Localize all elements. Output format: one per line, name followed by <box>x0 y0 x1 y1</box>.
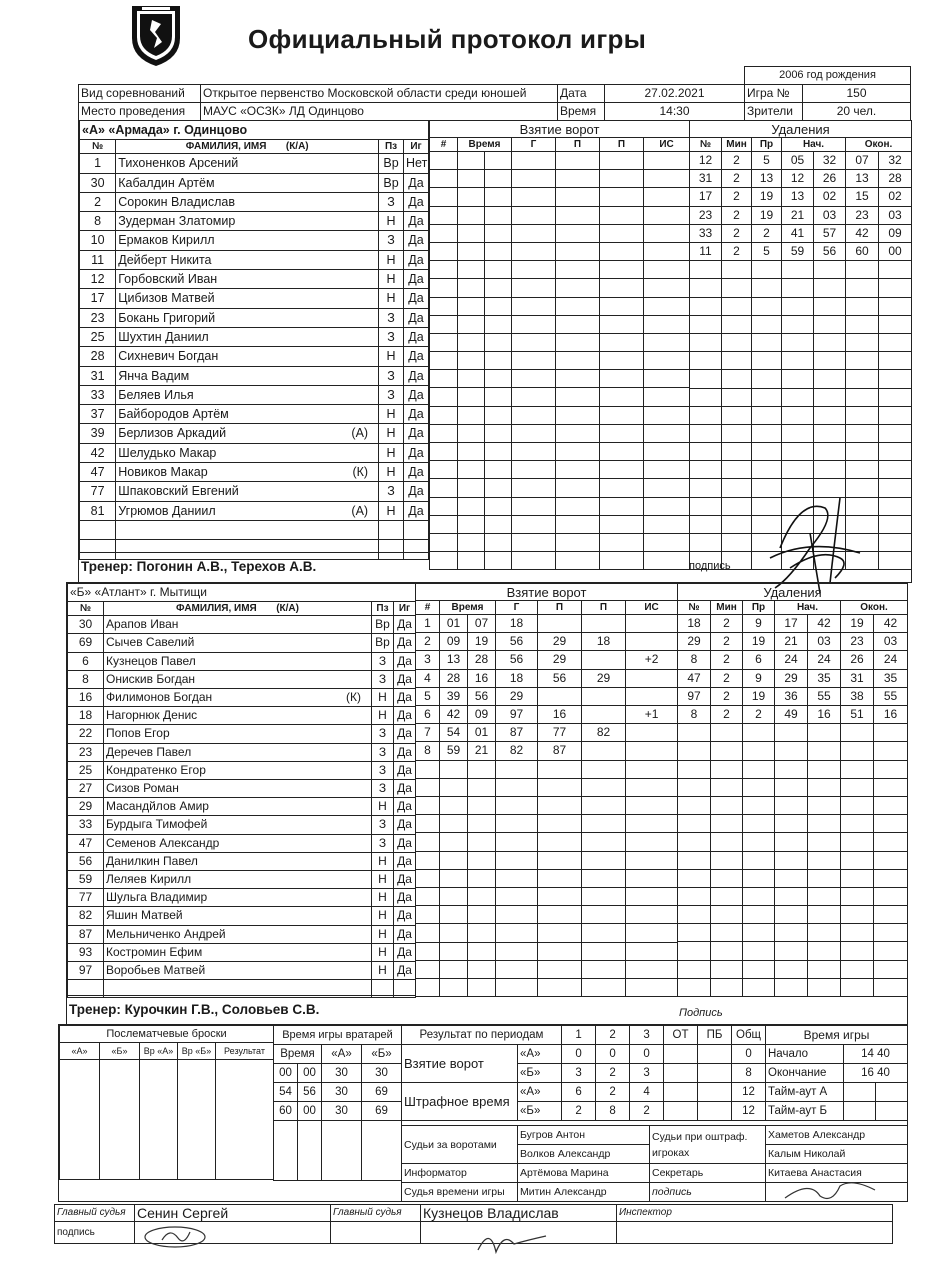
birth-year: 2006 год рождения <box>745 67 911 85</box>
table-row <box>678 942 908 960</box>
table-row: 33 2 2 41 57 42 09 <box>690 224 912 242</box>
player-name: Бокань Григорий <box>118 310 216 325</box>
table-row: 2 09 19 56 29 18 <box>416 633 678 651</box>
table-row: 77 Шпаковский Евгений З Да <box>80 482 429 501</box>
player-name: Шульга Владимир <box>106 890 208 905</box>
document-title: Официальный протокол игры <box>248 24 647 54</box>
player-name: Сихневич Богдан <box>118 349 219 364</box>
table-row <box>430 515 690 533</box>
game-time-title: Время игры <box>766 1026 908 1045</box>
team-b-sign-label: Подпись <box>679 1007 723 1019</box>
table-row <box>416 778 678 796</box>
player-name: Онискив Богдан <box>106 671 196 686</box>
table-row <box>430 406 690 424</box>
table-row: 77 Шульга Владимир Н Да <box>68 889 416 907</box>
role-badge: (К) <box>352 465 369 480</box>
team-a-coach: Тренер: Погонин А.В., Терехов А.В. <box>79 552 430 581</box>
table-row <box>690 279 912 297</box>
table-row: 25 Кондратенко Егор З Да <box>68 761 416 779</box>
goalie-time-title: Время игры вратарей <box>274 1026 402 1045</box>
game-info-table <box>78 66 911 121</box>
table-row <box>678 978 908 996</box>
player-name: Филимонов Богдан <box>106 690 213 705</box>
player-name: Яшин Матвей <box>106 908 183 923</box>
table-row: 59 Леляев Кирилл Н Да <box>68 871 416 889</box>
table-row: 54 56 30 69 <box>274 1083 402 1102</box>
table-row: 29 Масандйлов Амир Н Да <box>68 798 416 816</box>
table-row: 6 Кузнецов Павел З Да <box>68 652 416 670</box>
table-row <box>690 297 912 315</box>
table-row <box>430 206 690 224</box>
table-row: 12 2 5 05 32 07 32 <box>690 152 912 170</box>
table-row: 47 Семенов Александр З Да <box>68 834 416 852</box>
player-name: Угрюмов Даниил <box>118 503 216 518</box>
venue-label: Место проведения <box>79 103 201 121</box>
player-name: Цибизов Матвей <box>118 291 215 306</box>
team-b-coach: Тренер: Курочкин Г.В., Соловьев С.В. <box>67 995 416 1024</box>
shootout-col: Результат <box>216 1043 274 1060</box>
table-row: 30 Кабалдин Артём Вр Да <box>80 173 429 192</box>
player-name: Беляев Илья <box>118 387 194 402</box>
chief-referee-value: Сенин Сергей <box>135 1205 331 1222</box>
table-row <box>678 724 908 742</box>
table-row <box>416 942 678 960</box>
team-a-roster: «А» «Армада» г. Одинцово № ФАМИЛИЯ, ИМЯ (К/А) Пз Иг 1 Тихоненков Арсений Вр Нет 30 Кабалдин Артём Вр Да 2 Сорокин Владислав З Да 8 Зудерман Златомир Н Да 10 Ермаков Кирилл З Да 11 Дейберт Никита Н Да 12 Горбовский Иван Н Да 17 Цибизов Матвей Н Да 23 Бокань Григорий З Да 25 Шухтин Даниил З Да 28 Сихневич Богдан Н Да 31 Янча Вадим З Да 33 Беляев Илья З Да 37 Байбородов Артём Н Да 39 Берлизов Аркадий (А) Н Да 42 Шелудько Макар Н Да 47 Новиков Макар (К) Н Да 77 Шпаковский Евгений З Да 81 Угрюмов Даниил (А) Н Да <box>79 120 429 560</box>
table-row: 23 Бокань Григорий З Да <box>80 308 429 327</box>
player-name: Тихоненков Арсений <box>118 156 239 171</box>
table-row <box>430 170 690 188</box>
shootout-table <box>59 1025 274 1180</box>
start-time: 14 40 <box>844 1045 908 1064</box>
table-row: 47 Новиков Макар (К) Н Да <box>80 463 429 482</box>
table-row <box>430 152 690 170</box>
player-name: Нагорнюк Денис <box>106 708 198 723</box>
table-row: 18 2 9 17 42 19 42 <box>678 615 908 633</box>
player-name: Шелудько Макар <box>118 445 217 460</box>
team-b-roster: «Б» «Атлант» г. Мытищи № ФАМИЛИЯ, ИМЯ (К/А) Пз Иг 30 Арапов Иван Вр Да 69 Сычев Савелий Вр Да 6 Кузнецов Павел З Да 8 Онискив Богдан З Да 16 Филимонов Богдан (К) Н Да 18 Нагорнюк Денис Н Да 22 Попов Егор З Да 23 Деречев Павел З Да 25 Кондратенко Егор З Да 27 Сизов Роман З Да 29 Масандйлов Амир Н Да 33 Бурдыга Тимофей З Да 47 Семенов Александр З Да 56 Данилкин Павел Н Да 59 Леляев Кирилл Н Да 77 Шульга Владимир Н Да 82 Яшин Матвей Н Да 87 Мельниченко Андрей Н Да 93 Костромин Ефим Н Да 97 Воробьев Матвей Н Да <box>67 583 416 998</box>
table-row <box>430 552 690 570</box>
player-name: Ермаков Кирилл <box>118 233 215 248</box>
player-name: Горбовский Иван <box>118 272 218 287</box>
secretary-signature-icon <box>780 1176 880 1206</box>
table-row <box>416 887 678 905</box>
table-row: 17 2 19 13 02 15 02 <box>690 188 912 206</box>
player-name: Сизов Роман <box>106 781 179 796</box>
table-row <box>690 461 912 479</box>
table-row: 00 00 30 30 <box>274 1064 402 1083</box>
table-row: 8 2 6 24 24 26 24 <box>678 651 908 669</box>
officials-table: Судьи за воротами Бугров Антон Судьи при оштраф. игроках Хаметов Александр Волков Александр Калым Николай Информатор Артёмова Марина Секретарь Китаева Анастасия Судья времени игры Митин Александр подпись <box>401 1125 908 1202</box>
table-row: 69 Сычев Савелий Вр Да <box>68 634 416 652</box>
table-row <box>430 388 690 406</box>
table-row <box>690 443 912 461</box>
table-row <box>430 297 690 315</box>
table-row: 47 2 9 29 35 31 35 <box>678 669 908 687</box>
team-b-section <box>66 582 908 1026</box>
spectators-label: Зрители <box>745 103 803 121</box>
table-row: 97 Воробьев Матвей Н Да <box>68 962 416 980</box>
end-time: 16 40 <box>844 1064 908 1083</box>
table-row: 1 01 07 18 <box>416 615 678 633</box>
table-row: 2 Сорокин Владислав З Да <box>80 192 429 211</box>
table-row: 8 2 2 49 16 51 16 <box>678 706 908 724</box>
table-row <box>430 533 690 551</box>
table-row <box>416 978 678 996</box>
team-b-title: «Б» «Атлант» г. Мытищи <box>68 584 416 602</box>
team-a-penalties: Удаления № Мин Пр Нач. Окон. 12 2 5 05 32 07 32 31 2 13 12 26 13 28 17 2 19 13 02 15 02 23 2 19 21 03 23 03 33 2 2 41 57 42 09 11 2 5 59 56 60 00 <box>689 120 912 570</box>
referees-footer: Главный судья Сенин Сергей Главный судья Кузнецов Владислав Инспектор подпись <box>54 1204 893 1244</box>
table-row <box>690 352 912 370</box>
table-row: 87 Мельниченко Андрей Н Да <box>68 925 416 943</box>
shootout-col: «Б» <box>100 1043 140 1060</box>
player-name: Берлизов Аркадий <box>118 426 227 441</box>
time-label: Время <box>558 103 605 121</box>
table-row: 23 Деречев Павел З Да <box>68 743 416 761</box>
role-badge: (А) <box>351 503 369 518</box>
referee-signature-icon <box>140 1222 210 1252</box>
venue-value: МАУС «ОСЗК» ЛД Одинцово <box>201 103 558 121</box>
player-name: Сычев Савелий <box>106 635 195 650</box>
table-row <box>430 188 690 206</box>
table-row: 28 Сихневич Богдан Н Да <box>80 347 429 366</box>
table-row <box>690 388 912 406</box>
role-badge: (К) <box>346 690 361 705</box>
team-b-goals: Взятие ворот # Время Г П П ИС 1 01 07 18 2 09 19 56 29 18 3 13 28 56 29 +2 4 28 16 18 56 29 5 39 56 29 6 42 09 97 16 +1 7 54 01 87 77 82 8 59 21 82 87 <box>415 583 678 997</box>
table-row <box>416 960 678 978</box>
player-name: Попов Егор <box>106 726 170 741</box>
table-row: 60 00 30 69 <box>274 1102 402 1121</box>
table-row: 56 Данилкин Павел Н Да <box>68 852 416 870</box>
table-row <box>678 906 908 924</box>
table-row: 8 Онискив Богдан З Да <box>68 670 416 688</box>
player-name: Бурдыга Тимофей <box>106 817 208 832</box>
table-row: 11 Дейберт Никита Н Да <box>80 250 429 269</box>
table-row <box>678 869 908 887</box>
table-row: 27 Сизов Роман З Да <box>68 780 416 798</box>
table-row: 18 Нагорнюк Денис Н Да <box>68 707 416 725</box>
table-row: 81 Угрюмов Даниил (А) Н Да <box>80 501 429 520</box>
period-results-table: Результат по периодам 1 2 3 ОТ ПБ Общ Взятие ворот «А» 0 0 0 0 «Б» 3 2 3 8 Штрафное время «А» 6 2 4 12 «Б» 2 8 2 12 <box>401 1025 766 1121</box>
table-row <box>678 924 908 942</box>
table-row <box>416 797 678 815</box>
player-name: Деречев Павел <box>106 744 192 759</box>
table-row <box>430 370 690 388</box>
inspector-label: Инспектор <box>617 1205 893 1222</box>
goals-title: Взятие ворот <box>430 121 690 138</box>
player-name: Кондратенко Егор <box>106 762 206 777</box>
table-row <box>678 760 908 778</box>
table-row: 8 59 21 82 87 <box>416 742 678 760</box>
table-row <box>430 242 690 260</box>
player-name: Масандйлов Амир <box>106 799 209 814</box>
table-row: 17 Цибизов Матвей Н Да <box>80 289 429 308</box>
table-row <box>690 406 912 424</box>
player-name: Кузнецов Павел <box>106 653 196 668</box>
team-a-sign-label: подпись <box>689 560 731 572</box>
table-row <box>430 333 690 351</box>
player-name: Семенов Александр <box>106 835 220 850</box>
player-name: Новиков Макар <box>118 465 208 480</box>
table-row <box>690 370 912 388</box>
role-badge: (А) <box>351 426 369 441</box>
player-name: Данилкин Павел <box>106 853 198 868</box>
table-row <box>430 424 690 442</box>
game-number-value: 150 <box>803 85 911 103</box>
shootout-col: Вр «Б» <box>178 1043 216 1060</box>
table-row: 10 Ермаков Кирилл З Да <box>80 231 429 250</box>
table-row <box>430 443 690 461</box>
date-value: 27.02.2021 <box>605 85 745 103</box>
table-row <box>416 833 678 851</box>
goals-row-label: Взятие ворот <box>402 1045 518 1083</box>
table-row: 23 2 19 21 03 23 03 <box>690 206 912 224</box>
table-row: 37 Байбородов Артём Н Да <box>80 405 429 424</box>
spectators-value: 20 чел. <box>803 103 911 121</box>
player-name: Зудерман Златомир <box>118 214 236 229</box>
table-row <box>416 924 678 942</box>
competition-value: Открытое первенство Московской области среди юношей <box>201 85 558 103</box>
game-number-label: Игра № <box>745 85 803 103</box>
table-row <box>678 796 908 814</box>
table-row: 11 2 5 59 56 60 00 <box>690 243 912 261</box>
player-name: Арапов Иван <box>106 617 179 632</box>
player-name: Сорокин Владислав <box>118 194 235 209</box>
shootout-title: Послематчевые броски <box>60 1026 274 1043</box>
table-row: 4 28 16 18 56 29 <box>416 669 678 687</box>
chief-referee-2-value: Кузнецов Владислав <box>421 1205 617 1222</box>
table-row: 42 Шелудько Макар Н Да <box>80 443 429 462</box>
table-row <box>678 960 908 978</box>
team-b-penalties: Удаления № Мин Пр Нач. Окон. 18 2 9 17 42 19 42 29 2 19 21 03 23 03 8 2 6 24 24 26 24 47 2 9 29 35 31 35 97 2 19 36 55 38 55 8 2 2 49 16 51 16 <box>677 583 908 997</box>
player-name: Янча Вадим <box>118 368 190 383</box>
player-name: Леляев Кирилл <box>106 872 192 887</box>
shootout-col: Вр «А» <box>140 1043 178 1060</box>
table-row: 5 39 56 29 <box>416 687 678 705</box>
table-row <box>690 261 912 279</box>
table-row <box>430 224 690 242</box>
table-row: 25 Шухтин Даниил З Да <box>80 327 429 346</box>
player-name: Мельниченко Андрей <box>106 926 226 941</box>
table-row: 29 2 19 21 03 23 03 <box>678 633 908 651</box>
penalties-title: Удаления <box>690 121 912 138</box>
table-row <box>416 851 678 869</box>
table-row <box>678 742 908 760</box>
periods-title: Результат по периодам <box>402 1026 562 1045</box>
federation-logo-icon <box>128 2 184 68</box>
table-row <box>678 887 908 905</box>
table-row <box>430 315 690 333</box>
player-name: Дейберт Никита <box>118 252 212 267</box>
player-name: Байбородов Артём <box>118 407 229 422</box>
time-value: 14:30 <box>605 103 745 121</box>
player-name: Кабалдин Артём <box>118 175 215 190</box>
table-row <box>690 333 912 351</box>
table-row <box>430 497 690 515</box>
game-time-table: Время игры Начало 14 40 Окончание 16 40 Тайм-аут А Тайм-аут Б <box>765 1025 908 1121</box>
table-row <box>690 315 912 333</box>
table-row <box>678 778 908 796</box>
table-row: 8 Зудерман Златомир Н Да <box>80 212 429 231</box>
table-row <box>678 815 908 833</box>
table-row: 3 13 28 56 29 +2 <box>416 651 678 669</box>
table-row <box>416 906 678 924</box>
table-row <box>416 815 678 833</box>
table-row: 93 Костромин Ефим Н Да <box>68 943 416 961</box>
table-row <box>690 424 912 442</box>
table-row: 31 Янча Вадим З Да <box>80 366 429 385</box>
table-row: 33 Бурдыга Тимофей З Да <box>68 816 416 834</box>
team-a-title: «А» «Армада» г. Одинцово <box>80 121 429 140</box>
table-row: 97 2 19 36 55 38 55 <box>678 687 908 705</box>
player-name: Костромин Ефим <box>106 944 203 959</box>
table-row <box>678 851 908 869</box>
col-num: № <box>80 140 116 154</box>
table-row: 22 Попов Егор З Да <box>68 725 416 743</box>
player-name: Воробьев Матвей <box>106 963 206 978</box>
table-row: 33 Беляев Илья З Да <box>80 385 429 404</box>
player-name: Шухтин Даниил <box>118 329 209 344</box>
chief-referee-label: Главный судья <box>55 1205 135 1222</box>
table-row <box>678 833 908 851</box>
table-row <box>430 261 690 279</box>
table-row: 16 Филимонов Богдан (К) Н Да <box>68 689 416 707</box>
table-row <box>416 760 678 778</box>
goal-judges-label: Судьи за воротами <box>402 1126 518 1164</box>
table-row: 31 2 13 12 26 13 28 <box>690 170 912 188</box>
player-name: Шпаковский Евгений <box>118 484 239 499</box>
table-row <box>430 461 690 479</box>
table-row: 30 Арапов Иван Вр Да <box>68 616 416 634</box>
table-row: 6 42 09 97 16 +1 <box>416 706 678 724</box>
team-a-goals: Взятие ворот # Время Г П П ИС <box>429 120 690 570</box>
goalie-time-table: Время игры вратарей Время «А» «Б» 00 00 30 30 54 56 30 69 60 00 30 69 <box>273 1025 402 1181</box>
table-row <box>430 279 690 297</box>
table-row <box>430 479 690 497</box>
competition-label: Вид соревнований <box>79 85 201 103</box>
table-row: 39 Берлизов Аркадий (А) Н Да <box>80 424 429 443</box>
table-row: 12 Горбовский Иван Н Да <box>80 270 429 289</box>
shootout-col: «А» <box>60 1043 100 1060</box>
date-label: Дата <box>558 85 605 103</box>
table-row: 1 Тихоненков Арсений Вр Нет <box>80 154 429 173</box>
table-row: 82 Яшин Матвей Н Да <box>68 907 416 925</box>
referee-2-signature-icon <box>470 1222 550 1256</box>
table-row: 7 54 01 87 77 82 <box>416 724 678 742</box>
pim-row-label: Штрафное время <box>402 1083 518 1121</box>
table-row <box>80 520 429 539</box>
table-row <box>430 352 690 370</box>
table-row <box>416 869 678 887</box>
